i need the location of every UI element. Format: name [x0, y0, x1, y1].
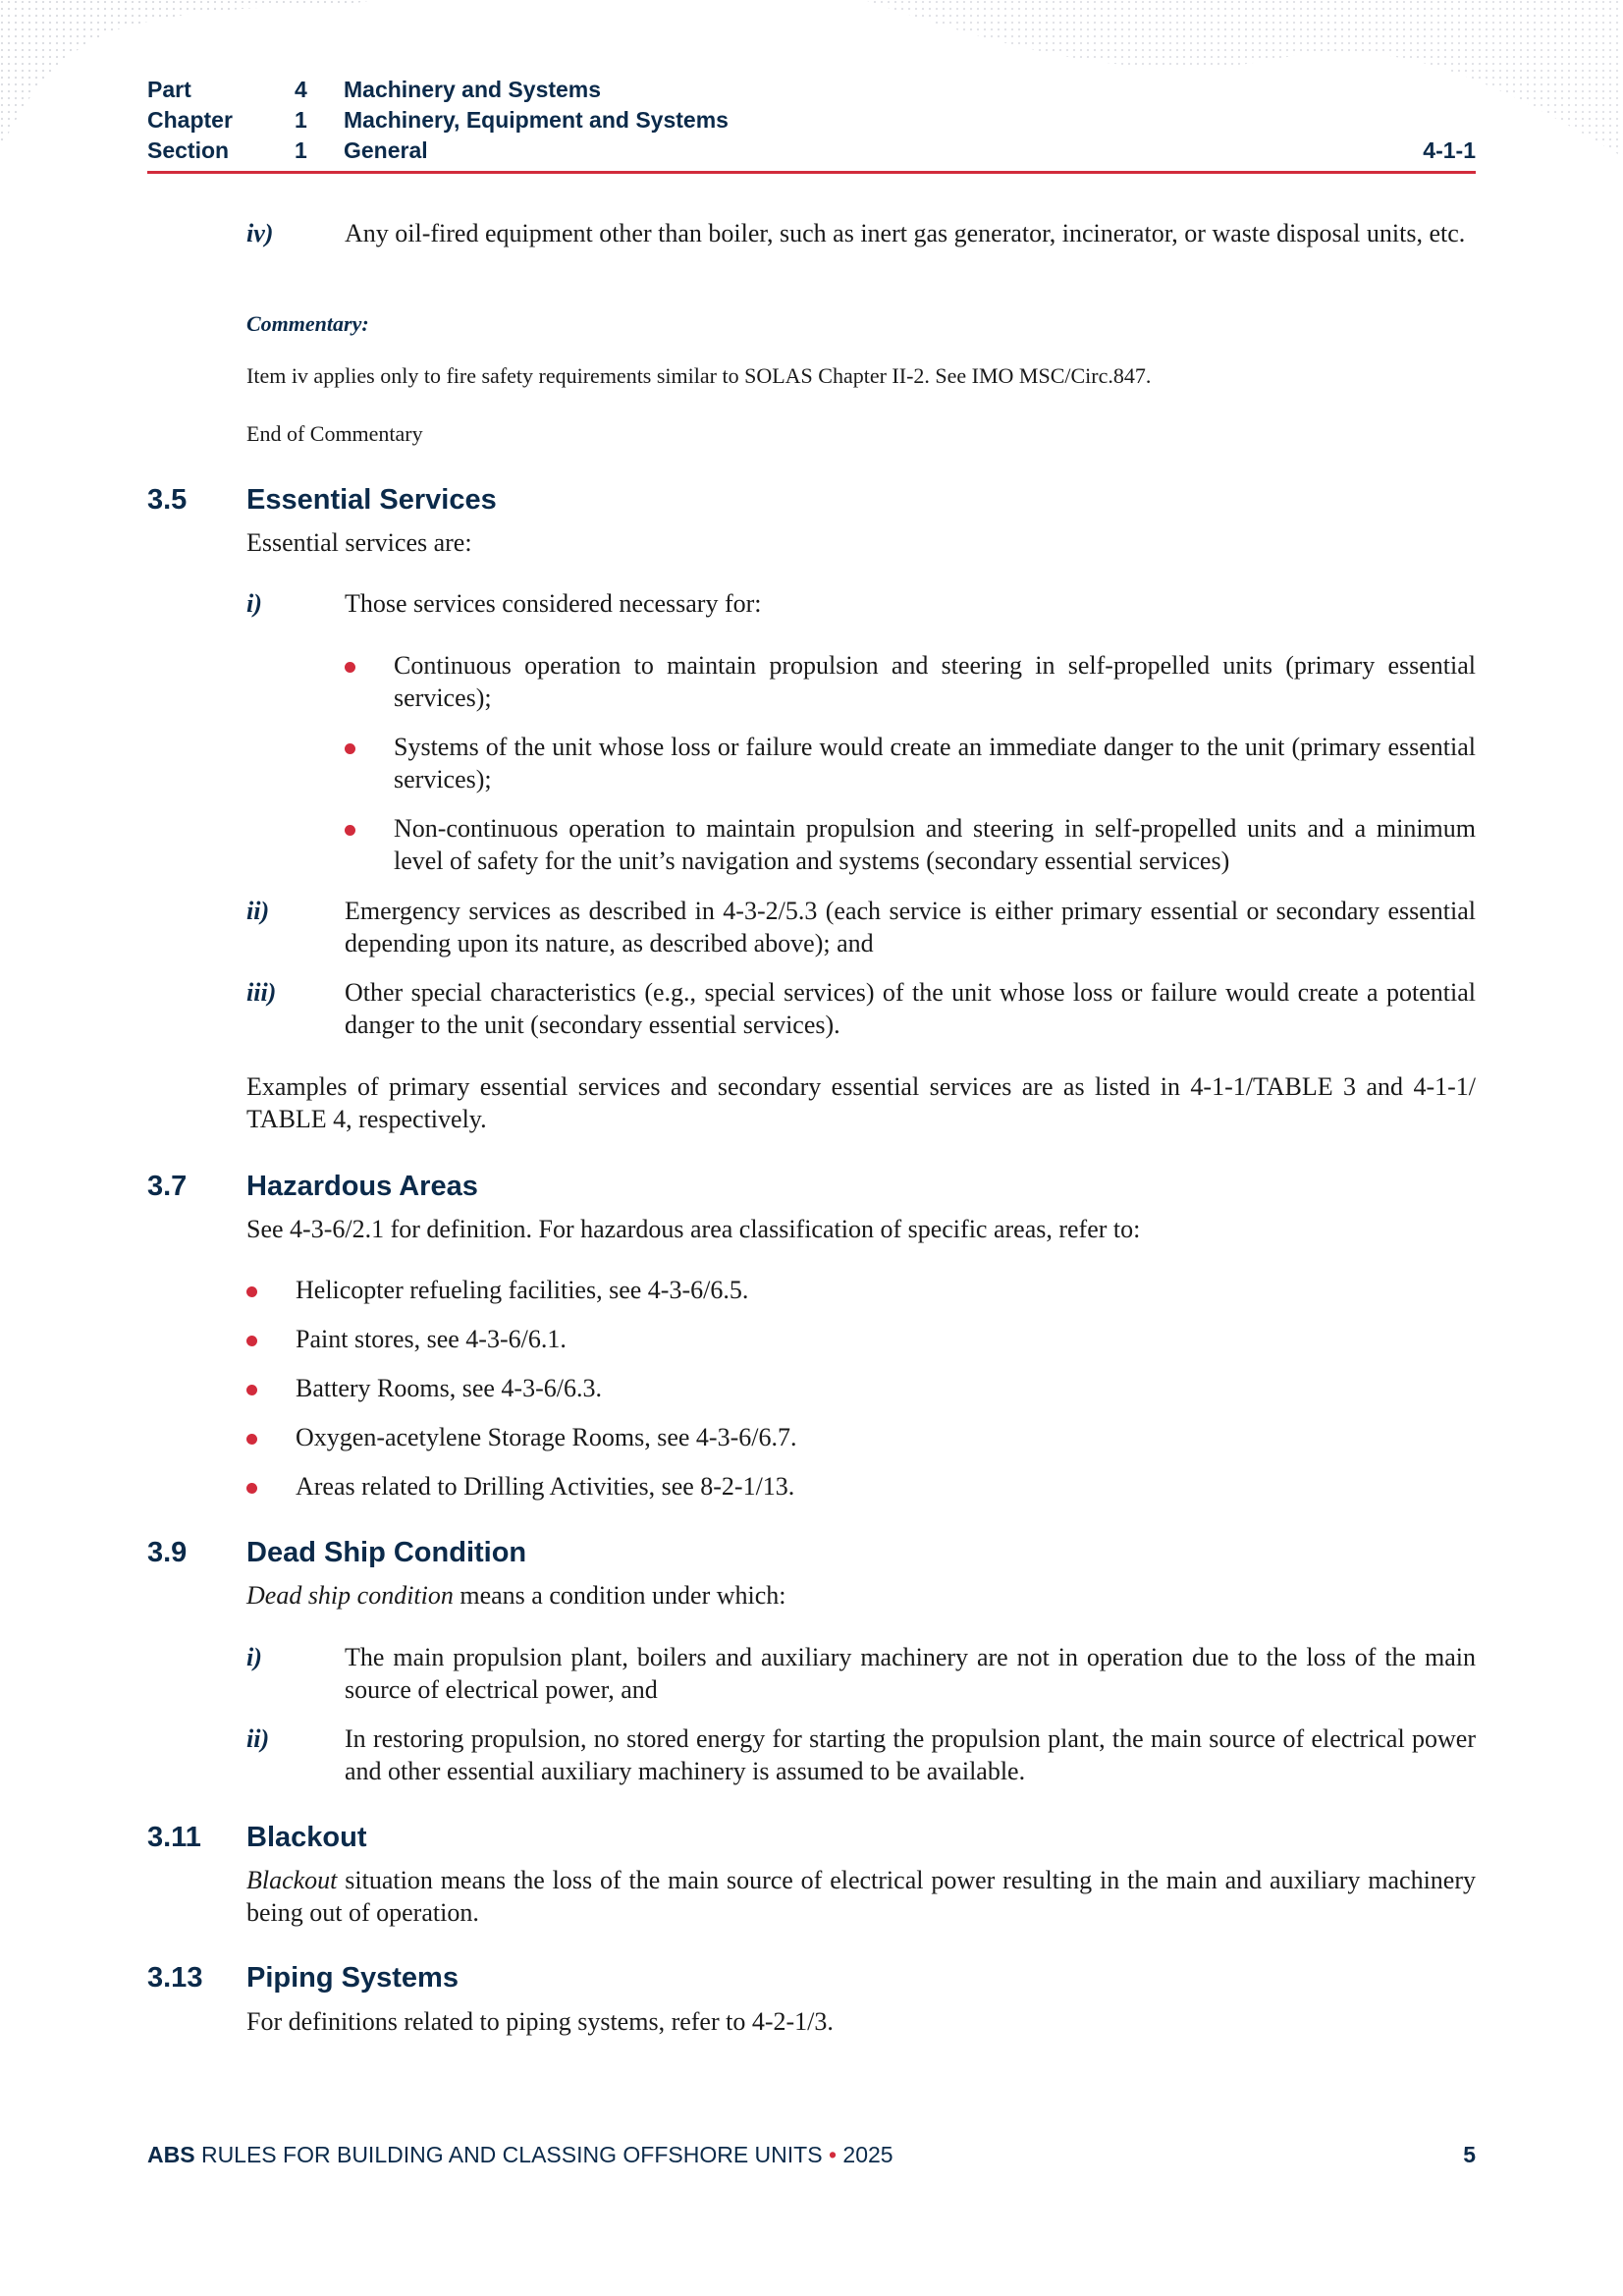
bullet-text: Battery Rooms, see 4-3-6/6.3.	[296, 1374, 602, 1402]
bullet-item	[345, 731, 1476, 795]
section-number: 3.11	[147, 1822, 201, 1853]
bullet-dot	[345, 743, 355, 754]
bullet-dot	[246, 1286, 257, 1297]
paragraph	[246, 1864, 1476, 1929]
bullet-text: Helicopter refueling facilities, see 4-3-6/6.5.	[296, 1276, 749, 1304]
chapter-number: 1	[295, 107, 307, 133]
section-title: Dead Ship Condition	[246, 1537, 527, 1568]
running-header	[147, 75, 1476, 166]
list-item-iii	[246, 976, 1476, 1041]
bullet-item	[345, 812, 1476, 877]
paragraph	[246, 1579, 1476, 1612]
section-number: 1	[295, 137, 307, 163]
list-item-ii	[246, 895, 1476, 959]
commentary-end: End of Commentary	[246, 421, 423, 446]
item-label: iv)	[246, 219, 274, 247]
page-number: 5	[1463, 2142, 1476, 2167]
bullet-text: Oxygen-acetylene Storage Rooms, see 4-3-6/6.7.	[296, 1423, 797, 1451]
defined-term: Blackout	[246, 1866, 338, 1894]
item-text: Emergency services as described in 4-3-2/5.3 (each service is either primary essential or secondary essential depending upon its nature, as described above); and	[345, 897, 1476, 957]
part-number: 4	[295, 77, 307, 102]
paragraph-text: means a condition under which:	[453, 1581, 786, 1610]
defined-term: Dead ship condition	[246, 1581, 454, 1610]
bullet-item	[246, 1421, 1476, 1453]
item-label: ii)	[246, 897, 270, 925]
bullet-item	[246, 1470, 1476, 1503]
bullet-dot	[246, 1483, 257, 1494]
list-item-iv	[246, 217, 1476, 249]
header-part-row	[147, 75, 1476, 105]
bullet-dot	[246, 1434, 257, 1445]
section-reference: 4-1-1	[1423, 137, 1476, 163]
list-item-ii	[246, 1722, 1476, 1787]
chapter-label: Chapter	[147, 107, 233, 133]
item-label: ii)	[246, 1724, 270, 1753]
section-title: Piping Systems	[246, 1962, 459, 1994]
item-text: Those services considered necessary for:	[345, 589, 762, 618]
commentary-label: Commentary:	[246, 311, 369, 336]
bullet-text: Non-continuous operation to maintain propulsion and steering in self-propelled units and a minimum level of safety for the unit’s navigation and systems (secondary essential services)	[394, 814, 1476, 875]
section-number: 3.13	[147, 1962, 203, 1994]
header-section-row	[147, 136, 1476, 166]
paragraph-text: situation means the loss of the main source of electrical power resulting in the main and auxiliary machinery being out of operation.	[246, 1866, 1476, 1927]
paragraph: See 4-3-6/2.1 for definition. For hazardous area classification of specific areas, refer to:	[246, 1215, 1141, 1243]
chapter-title: Machinery, Equipment and Systems	[344, 107, 729, 133]
bullet-item	[246, 1323, 1476, 1355]
bullet-text: Systems of the unit whose loss or failure would create an immediate danger to the unit (primary essential services);	[394, 733, 1476, 793]
bullet-item	[345, 649, 1476, 714]
list-item-i	[246, 1641, 1476, 1706]
bullet-dot	[246, 1385, 257, 1395]
section-number: 3.9	[147, 1537, 188, 1568]
item-label: i)	[246, 1643, 262, 1671]
part-title: Machinery and Systems	[344, 77, 602, 102]
paragraph: Essential services are:	[246, 528, 472, 557]
footer-brand: ABS	[147, 2142, 195, 2167]
footer-title: RULES FOR BUILDING AND CLASSING OFFSHORE UNITS	[194, 2142, 829, 2167]
header-rule	[147, 171, 1476, 174]
paragraph: For definitions related to piping systems, refer to 4-2-1/3.	[246, 2007, 834, 2036]
section-label: Section	[147, 137, 230, 163]
bullet-item	[246, 1274, 1476, 1306]
section-title: Blackout	[246, 1822, 367, 1853]
item-label: iii)	[246, 978, 277, 1007]
item-text: Any oil-fired equipment other than boiler, such as inert gas generator, incinerator, or waste disposal units, etc.	[345, 219, 1466, 247]
section-title: Hazardous Areas	[246, 1171, 478, 1202]
bullet-item	[246, 1372, 1476, 1404]
part-label: Part	[147, 77, 191, 102]
section-title: Essential Services	[246, 484, 497, 516]
bullet-text: Areas related to Drilling Activities, see 8-2-1/13.	[296, 1472, 795, 1501]
paragraph: Examples of primary essential services and secondary essential services are as listed in 4-1-1/TABLE 3 and 4-1-1/ TABLE 4, respectively.	[246, 1072, 1476, 1133]
footer-year: 2025	[837, 2142, 893, 2167]
section-number: 3.5	[147, 484, 188, 516]
bullet-text: Paint stores, see 4-3-6/6.1.	[296, 1325, 567, 1353]
item-text: Other special characteristics (e.g., special services) of the unit whose loss or failure would create a potential danger to the unit (secondary essential services).	[345, 978, 1476, 1039]
section-number: 3.7	[147, 1171, 188, 1202]
item-text: In restoring propulsion, no stored energy for starting the propulsion plant, the main source of electrical power and other essential auxiliary machinery is assumed to be available.	[345, 1724, 1476, 1785]
bullet-dot	[345, 662, 355, 673]
list-item-i	[246, 587, 1476, 620]
bullet-dot	[246, 1336, 257, 1346]
header-chapter-row	[147, 105, 1476, 136]
bullet-text: Continuous operation to maintain propulsion and steering in self-propelled units (primary essential services);	[394, 651, 1476, 712]
running-footer	[147, 2142, 1476, 2168]
item-text: The main propulsion plant, boilers and auxiliary machinery are not in operation due to the loss of the main source of electrical power, and	[345, 1643, 1476, 1704]
bullet-dot	[345, 825, 355, 836]
section-title: General	[344, 137, 428, 163]
footer-separator: •	[828, 2142, 838, 2167]
commentary-text: Item iv applies only to fire safety requirements similar to SOLAS Chapter II-2. See IMO MSC/Circ.847.	[246, 363, 1152, 388]
item-label: i)	[246, 589, 262, 618]
